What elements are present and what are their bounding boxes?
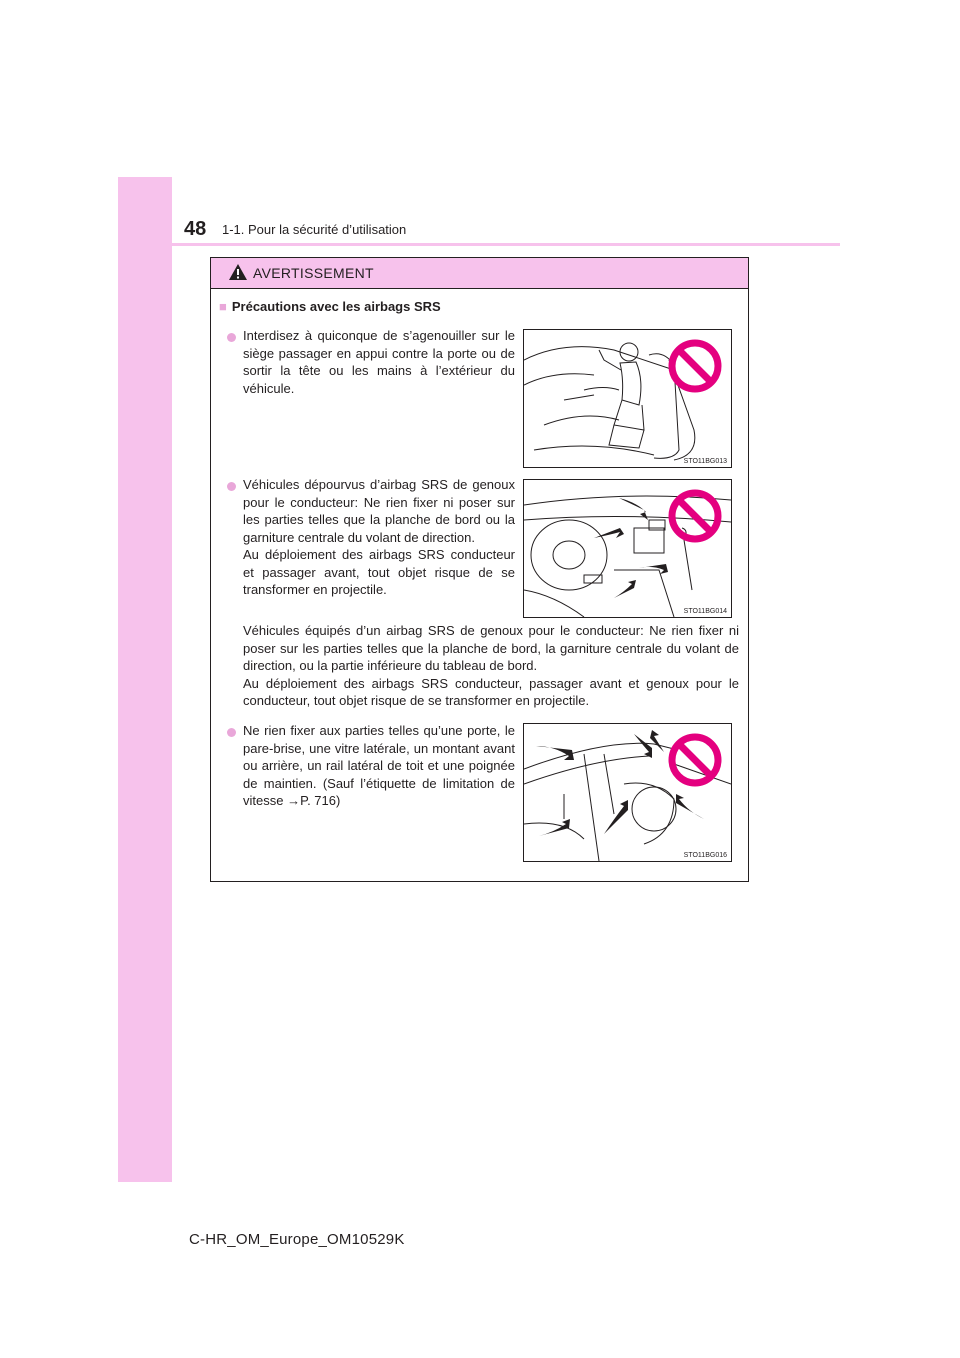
prohibition-icon [667, 732, 723, 788]
item-1-text: Interdisez à quiconque de s’agenouiller sur le siège passager en appui contre la porte ou de sortir la tête ou les mains à l’extérieur du véhicule. [243, 328, 515, 396]
page-number: 48 [184, 218, 207, 240]
warning-subheading: ■ Précautions avec les airbags SRS [219, 299, 441, 314]
section-title: 1-1. Pour la sécurité d’utilisation [222, 222, 407, 237]
bullet-icon [227, 482, 236, 491]
bullet-icon [227, 333, 236, 342]
item-2-continuation: Véhicules équipés d’un airbag SRS de genoux pour le conducteur: Ne rien fixer ni poser sur les parties telles que la planche de bord, la garniture centrale du volant de direction, ou la partie inférieure du tableau de bord. Au déploiement des airbags SRS conducteur, passager avant et genoux pour le conducteur, tout objet risque de se transformer en projectile. [243, 623, 739, 708]
figure-code: STO11BG014 [683, 608, 727, 615]
figure-kneeling-passenger [523, 329, 732, 468]
warning-triangle-icon [228, 263, 248, 281]
prohibition-icon [667, 338, 723, 394]
warning-title: AVERTISSEMENT [253, 265, 374, 281]
document-footer: C-HR_OM_Europe_OM10529K [189, 1231, 405, 1248]
warning-box [210, 257, 749, 882]
warning-header [211, 258, 748, 289]
figure-code: STO11BG016 [683, 852, 727, 859]
square-bullet-icon: ■ [219, 299, 227, 314]
header-rule [172, 243, 840, 246]
bullet-icon [227, 728, 236, 737]
item-3-text: Ne rien fixer aux parties telles qu’une porte, le pare-brise, une vitre latérale, un montant avant ou arrière, un rail latéral de toit et une poignée de maintien. (Sauf l’étiquette de limitation de vitesse →P. 716) [243, 723, 515, 808]
figure-interior-pillars [523, 723, 732, 862]
side-tab-strip [118, 177, 172, 1182]
figure-dashboard [523, 479, 732, 618]
prohibition-icon [667, 488, 723, 544]
item-2-text: Véhicules dépourvus d’airbag SRS de genoux pour le conducteur: Ne rien fixer ni poser sur les parties telles que la planche de bord ou la garniture centrale du volant de direction. Au déploiement des airbags SRS conducteur et passager avant, tout objet risque de se transformer en projectile. [243, 477, 515, 597]
figure-code: STO11BG013 [683, 458, 727, 465]
